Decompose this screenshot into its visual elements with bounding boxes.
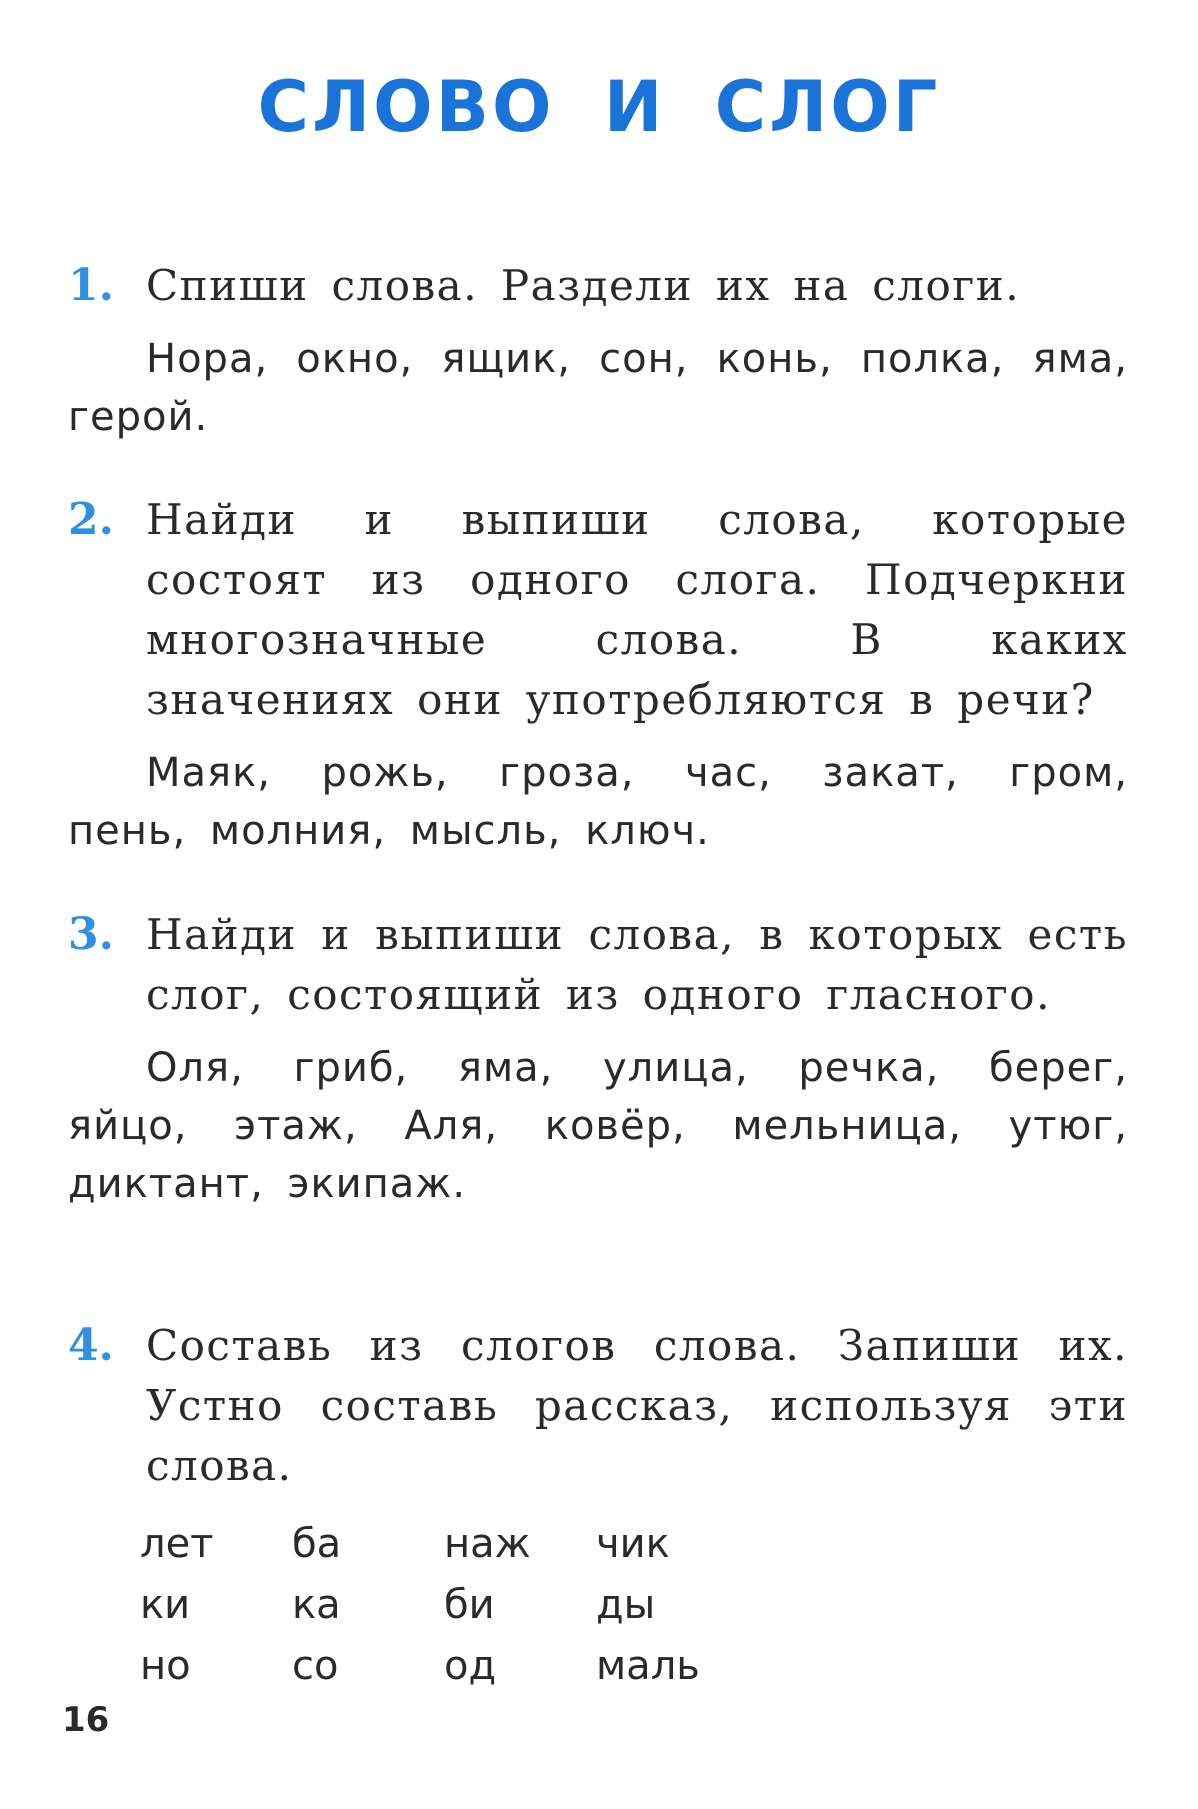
task-1-head [68, 256, 1128, 316]
task-2-number: 2. [68, 494, 114, 545]
task-3-words: Оля, гриб, яма, улица, речка, берег, яйцо, этаж, Аля, ковёр, мельница, утюг, диктант, экипаж. [68, 1045, 1128, 1207]
task-3-head [68, 905, 1128, 1025]
syllable-row [140, 1574, 748, 1635]
syllable: ды [596, 1581, 656, 1628]
syllable-row [140, 1635, 748, 1696]
syllable: лет [140, 1520, 214, 1567]
syllable: наж [444, 1520, 531, 1567]
task-1 [68, 256, 1128, 446]
syllable: од [444, 1642, 497, 1689]
task-4-instruction: Составь из слогов слова. Запиши их. Устно составь рассказ, используя эти слова. [146, 1321, 1128, 1490]
syllable: со [292, 1642, 339, 1689]
task-2-instruction: Найди и выпиши слова, которые состоят из одного слога. Подчеркни многозначные слова. В каких значениях они употребляются в речи? [146, 495, 1128, 724]
page-number: 16 [62, 1700, 110, 1740]
task-2 [68, 490, 1128, 860]
syllable: ка [292, 1581, 341, 1628]
page-title: СЛОВО И СЛОГ [257, 66, 941, 148]
task-1-number: 1. [68, 260, 114, 311]
syllable: ба [292, 1520, 342, 1567]
syllable: би [444, 1581, 495, 1628]
syllable: чик [596, 1520, 670, 1567]
task-1-words: Нора, окно, ящик, сон, конь, полка, яма, герой. [68, 336, 1128, 440]
task-3 [68, 905, 1128, 1213]
syllable-grid [140, 1513, 748, 1696]
syllable-row [140, 1513, 748, 1574]
task-2-words: Маяк, рожь, гроза, час, закат, гром, пень, молния, мысль, ключ. [68, 750, 1128, 854]
task-2-head [68, 490, 1128, 730]
task-3-instruction: Найди и выпиши слова, в которых есть слог, состоящий из одного гласного. [146, 910, 1128, 1019]
task-4-head [68, 1316, 1128, 1496]
syllable: маль [596, 1642, 700, 1689]
task-3-number: 3. [68, 909, 114, 960]
task-4 [68, 1316, 1128, 1496]
task-4-number: 4. [68, 1320, 114, 1371]
task-1-instruction: Спиши слова. Раздели их на слоги. [146, 261, 1021, 310]
syllable: ки [140, 1581, 191, 1628]
syllable: но [140, 1642, 191, 1689]
